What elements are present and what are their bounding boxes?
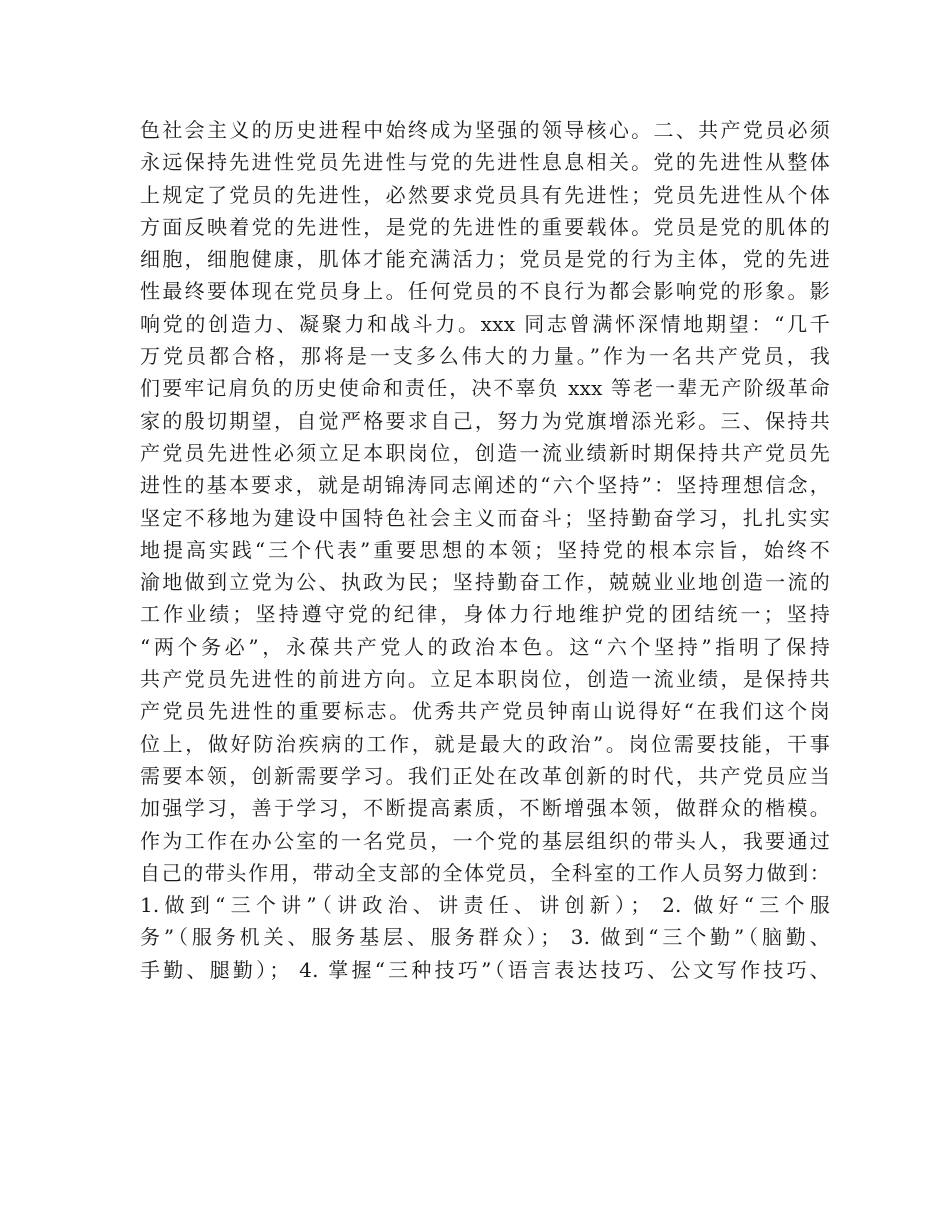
text-line: 渝地做到立党为公、执政为民；坚持勤奋工作，兢兢业业地创造一流的: [140, 570, 830, 595]
text-line: 务”（服务机关、服务基层、服务群众）； 3. 做到“三个勤”（脑勤、: [140, 925, 830, 950]
text-line: 细胞，细胞健康，肌体才能充满活力；党员是党的行为主体，党的先进: [140, 247, 830, 272]
text-line: 产党员先进性必须立足本职岗位，创造一流业绩新时期保持共产党员先: [140, 440, 830, 465]
text-line: 坚定不移地为建设中国特色社会主义而奋斗；坚持勤奋学习，扎扎实实: [140, 505, 830, 530]
text-line: 万党员都合格，那将是一支多么伟大的力量。”作为一名共产党员，我: [140, 344, 830, 369]
text-line: 自己的带头作用，带动全支部的全体党员，全科室的工作人员努力做到：: [140, 860, 830, 885]
text-line: 地提高实践“三个代表”重要思想的本领；坚持党的根本宗旨，始终不: [140, 537, 830, 562]
text-line: 需要本领，创新需要学习。我们正处在改革创新的时代，共产党员应当: [140, 763, 830, 788]
text-line: “两个务必”，永葆共产党人的政治本色。这“六个坚持”指明了保持: [140, 634, 830, 659]
text-line: 手勤、腿勤）； 4. 掌握“三种技巧”（语言表达技巧、公文写作技巧、: [140, 957, 830, 982]
text-line: 加强学习，善于学习，不断提高素质，不断增强本领，做群众的楷模。: [140, 796, 830, 821]
text-line: 方面反映着党的先进性，是党的先进性的重要载体。党员是党的肌体的: [140, 214, 830, 239]
text-line: 家的殷切期望，自觉严格要求自己，努力为党旗增添光彩。三、保持共: [140, 408, 830, 433]
text-line: 1.做到“三个讲”（讲政治、讲责任、讲创新）； 2. 做好“三个服: [140, 893, 830, 918]
text-line: 们要牢记肩负的历史使命和责任，决不辜负 xxx 等老一辈无产阶级革命: [140, 376, 830, 401]
body-text: [140, 114, 830, 986]
text-line: 进性的基本要求，就是胡锦涛同志阐述的“六个坚持”：坚持理想信念，: [140, 473, 830, 498]
text-line: 工作业绩；坚持遵守党的纪律，身体力行地维护党的团结统一；坚持: [140, 602, 830, 627]
text-line: 永远保持先进性党员先进性与党的先进性息息相关。党的先进性从整体: [140, 150, 830, 175]
text-line: 共产党员先进性的前进方向。立足本职岗位，创造一流业绩，是保持共: [140, 667, 830, 692]
text-line: 位上，做好防治疾病的工作，就是最大的政治”。岗位需要技能，干事: [140, 731, 830, 756]
text-line: 上规定了党员的先进性，必然要求党员具有先进性；党员先进性从个体: [140, 182, 830, 207]
text-line: 作为工作在办公室的一名党员，一个党的基层组织的带头人，我要通过: [140, 828, 830, 853]
text-line: 响党的创造力、凝聚力和战斗力。xxx 同志曾满怀深情地期望：“几千: [140, 311, 830, 336]
text-line: 色社会主义的历史进程中始终成为坚强的领导核心。二、共产党员必须: [140, 118, 830, 142]
text-line: 产党员先进性的重要标志。优秀共产党员钟南山说得好“在我们这个岗: [140, 699, 830, 724]
text-line: 性最终要体现在党员身上。任何党员的不良行为都会影响党的形象。影: [140, 279, 830, 304]
